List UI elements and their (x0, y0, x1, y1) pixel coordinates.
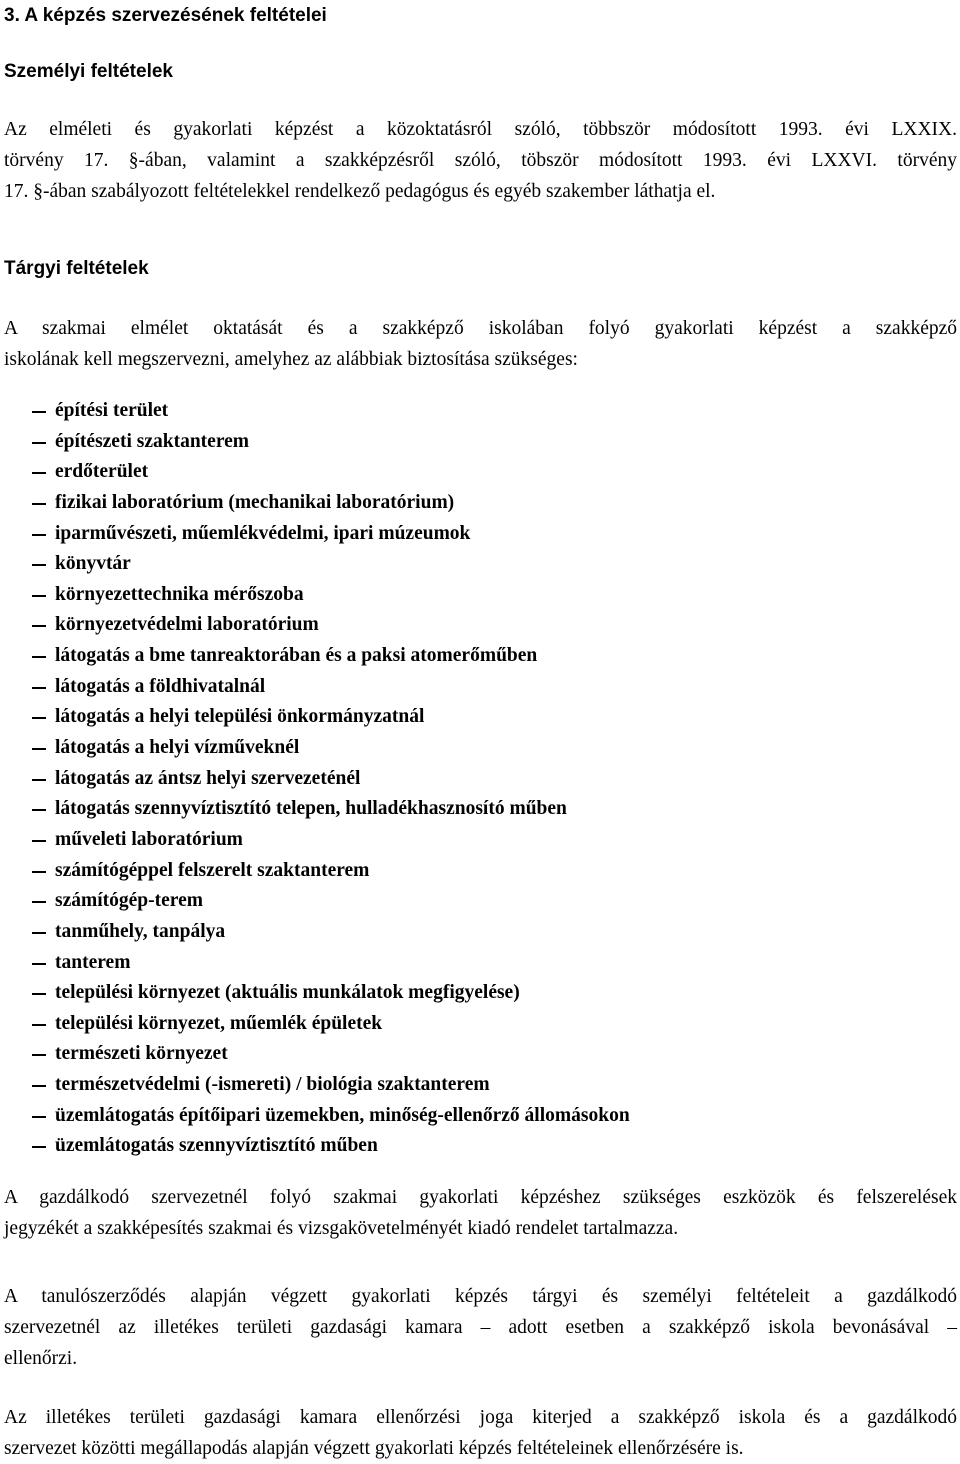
dash-bullet-icon (32, 595, 46, 597)
list-item-text: könyvtár (55, 553, 131, 575)
list-item-text: fizikai laboratórium (mechanikai laboratórium) (55, 491, 455, 513)
material-intro-paragraph (4, 313, 957, 375)
list-item-text: iparművészeti, műemlékvédelmi, ipari múzeumok (55, 522, 471, 544)
dash-bullet-icon (32, 1054, 46, 1056)
list-item-text: építészeti szaktanterem (55, 430, 250, 452)
section-title: 3. A képzés szervezésének feltételei (4, 5, 327, 26)
personal-line-1: Az elméleti és gyakorlati képzést a közoktatásról szóló, többször módosított 1993. évi LXXIX. (4, 119, 957, 140)
dash-bullet-icon (32, 472, 46, 474)
list-item-text: látogatás a földhivatalnál (55, 675, 266, 697)
list-item-text: tanterem (55, 951, 131, 973)
list-item-text: látogatás a helyi települési önkormányzatnál (55, 706, 425, 728)
contract-line-1: A tanulószerződés alapján végzett gyakorlati képzés tárgyi és személyi feltételeit a gazdálkodó (4, 1286, 957, 1307)
personal-paragraph (4, 114, 957, 207)
dash-bullet-icon (32, 748, 46, 750)
contract-line-2: szervezetnél az illetékes területi gazdasági kamara – adott esetben a szakképző iskola bevonásával – (4, 1317, 957, 1338)
list-item-text: erdőterület (55, 461, 149, 483)
dash-bullet-icon (32, 1024, 46, 1026)
list-item-text: környezetvédelmi laboratórium (55, 614, 319, 636)
equipment-line-2: jegyzékét a szakképesítés szakmai és vizsgakövetelményét kiadó rendelet tartalmazza. (4, 1218, 679, 1239)
dash-bullet-icon (32, 717, 46, 719)
dash-bullet-icon (32, 901, 46, 903)
personal-heading: Személyi feltételek (4, 61, 173, 82)
material-intro-line-1: A szakmai elmélet oktatását és a szakképző iskolában folyó gyakorlati képzést a szakképző (4, 318, 957, 339)
dash-bullet-icon (32, 564, 46, 566)
dash-bullet-icon (32, 656, 46, 658)
list-item-text: építési terület (55, 400, 169, 421)
dash-bullet-icon (32, 963, 46, 965)
list-item-text: számítógéppel felszerelt szaktanterem (55, 859, 370, 881)
dash-bullet-icon (32, 534, 46, 536)
dash-bullet-icon (32, 442, 46, 444)
dash-bullet-icon (32, 411, 46, 413)
equipment-paragraph (4, 1182, 957, 1244)
list-item-text: tanműhely, tanpálya (55, 920, 226, 942)
contract-paragraph (4, 1281, 957, 1374)
dash-bullet-icon (32, 840, 46, 842)
dash-bullet-icon (32, 1085, 46, 1087)
dash-bullet-icon (32, 932, 46, 934)
equipment-line-1: A gazdálkodó szervezetnél folyó szakmai gyakorlati képzéshez szükséges eszközök és felszerelések (4, 1187, 957, 1208)
material-intro-line-2: iskolának kell megszervezni, amelyhez az alábbiak biztosítása szükséges: (4, 349, 578, 370)
list-item-text: természeti környezet (55, 1043, 228, 1065)
list-item-text: műveleti laboratórium (55, 828, 243, 850)
dash-bullet-icon (32, 503, 46, 505)
dash-bullet-icon (32, 809, 46, 811)
list-item-text: természetvédelmi (-ismereti) / biológia szaktanterem (55, 1074, 490, 1096)
list-item-text: települési környezet, műemlék épületek (55, 1012, 383, 1034)
list-item-text: látogatás szennyvíztisztító telepen, hulladékhasznosító műben (55, 798, 567, 820)
rights-paragraph (4, 1402, 957, 1464)
dash-bullet-icon (32, 993, 46, 995)
list-item-text: települési környezet (aktuális munkálatok megfigyelése) (55, 982, 520, 1004)
dash-bullet-icon (32, 1146, 46, 1148)
list-item-text: üzemlátogatás építőipari üzemekben, minőség-ellenőrző állomásokon (55, 1104, 630, 1126)
contract-line-3: ellenőrzi. (4, 1348, 78, 1369)
rights-line-1: Az illetékes területi gazdasági kamara ellenőrzési joga kiterjed a szakképző iskola és a gazdálkodó (4, 1407, 957, 1428)
dash-bullet-icon (32, 687, 46, 689)
dash-bullet-icon (32, 779, 46, 781)
material-heading: Tárgyi feltételek (4, 258, 149, 279)
list-item-text: látogatás a bme tanreaktorában és a paksi atomerőműben (55, 645, 538, 667)
list-item-text: számítógép-terem (55, 890, 203, 912)
list-item-text: környezettechnika mérőszoba (55, 583, 304, 605)
personal-line-3: 17. §-ában szabályozott feltételekkel rendelkező pedagógus és egyéb szakember láthatja el. (4, 181, 716, 202)
rights-line-2: szervezet közötti megállapodás alapján végzett gyakorlati képzés feltételeinek ellenőrzésére is. (4, 1438, 744, 1459)
dash-bullet-icon (32, 625, 46, 627)
list-item-text: látogatás a helyi vízműveknél (55, 737, 300, 759)
dash-bullet-icon (32, 1116, 46, 1118)
dash-bullet-icon (32, 871, 46, 873)
personal-line-2: törvény 17. §-ában, valamint a szakképzésről szóló, töbször módosított 1993. évi LXXVI. törvény (4, 150, 957, 171)
list-item-text: látogatás az ántsz helyi szervezeténél (55, 767, 361, 789)
list-item-text: üzemlátogatás szennyvíztisztító műben (55, 1135, 378, 1157)
